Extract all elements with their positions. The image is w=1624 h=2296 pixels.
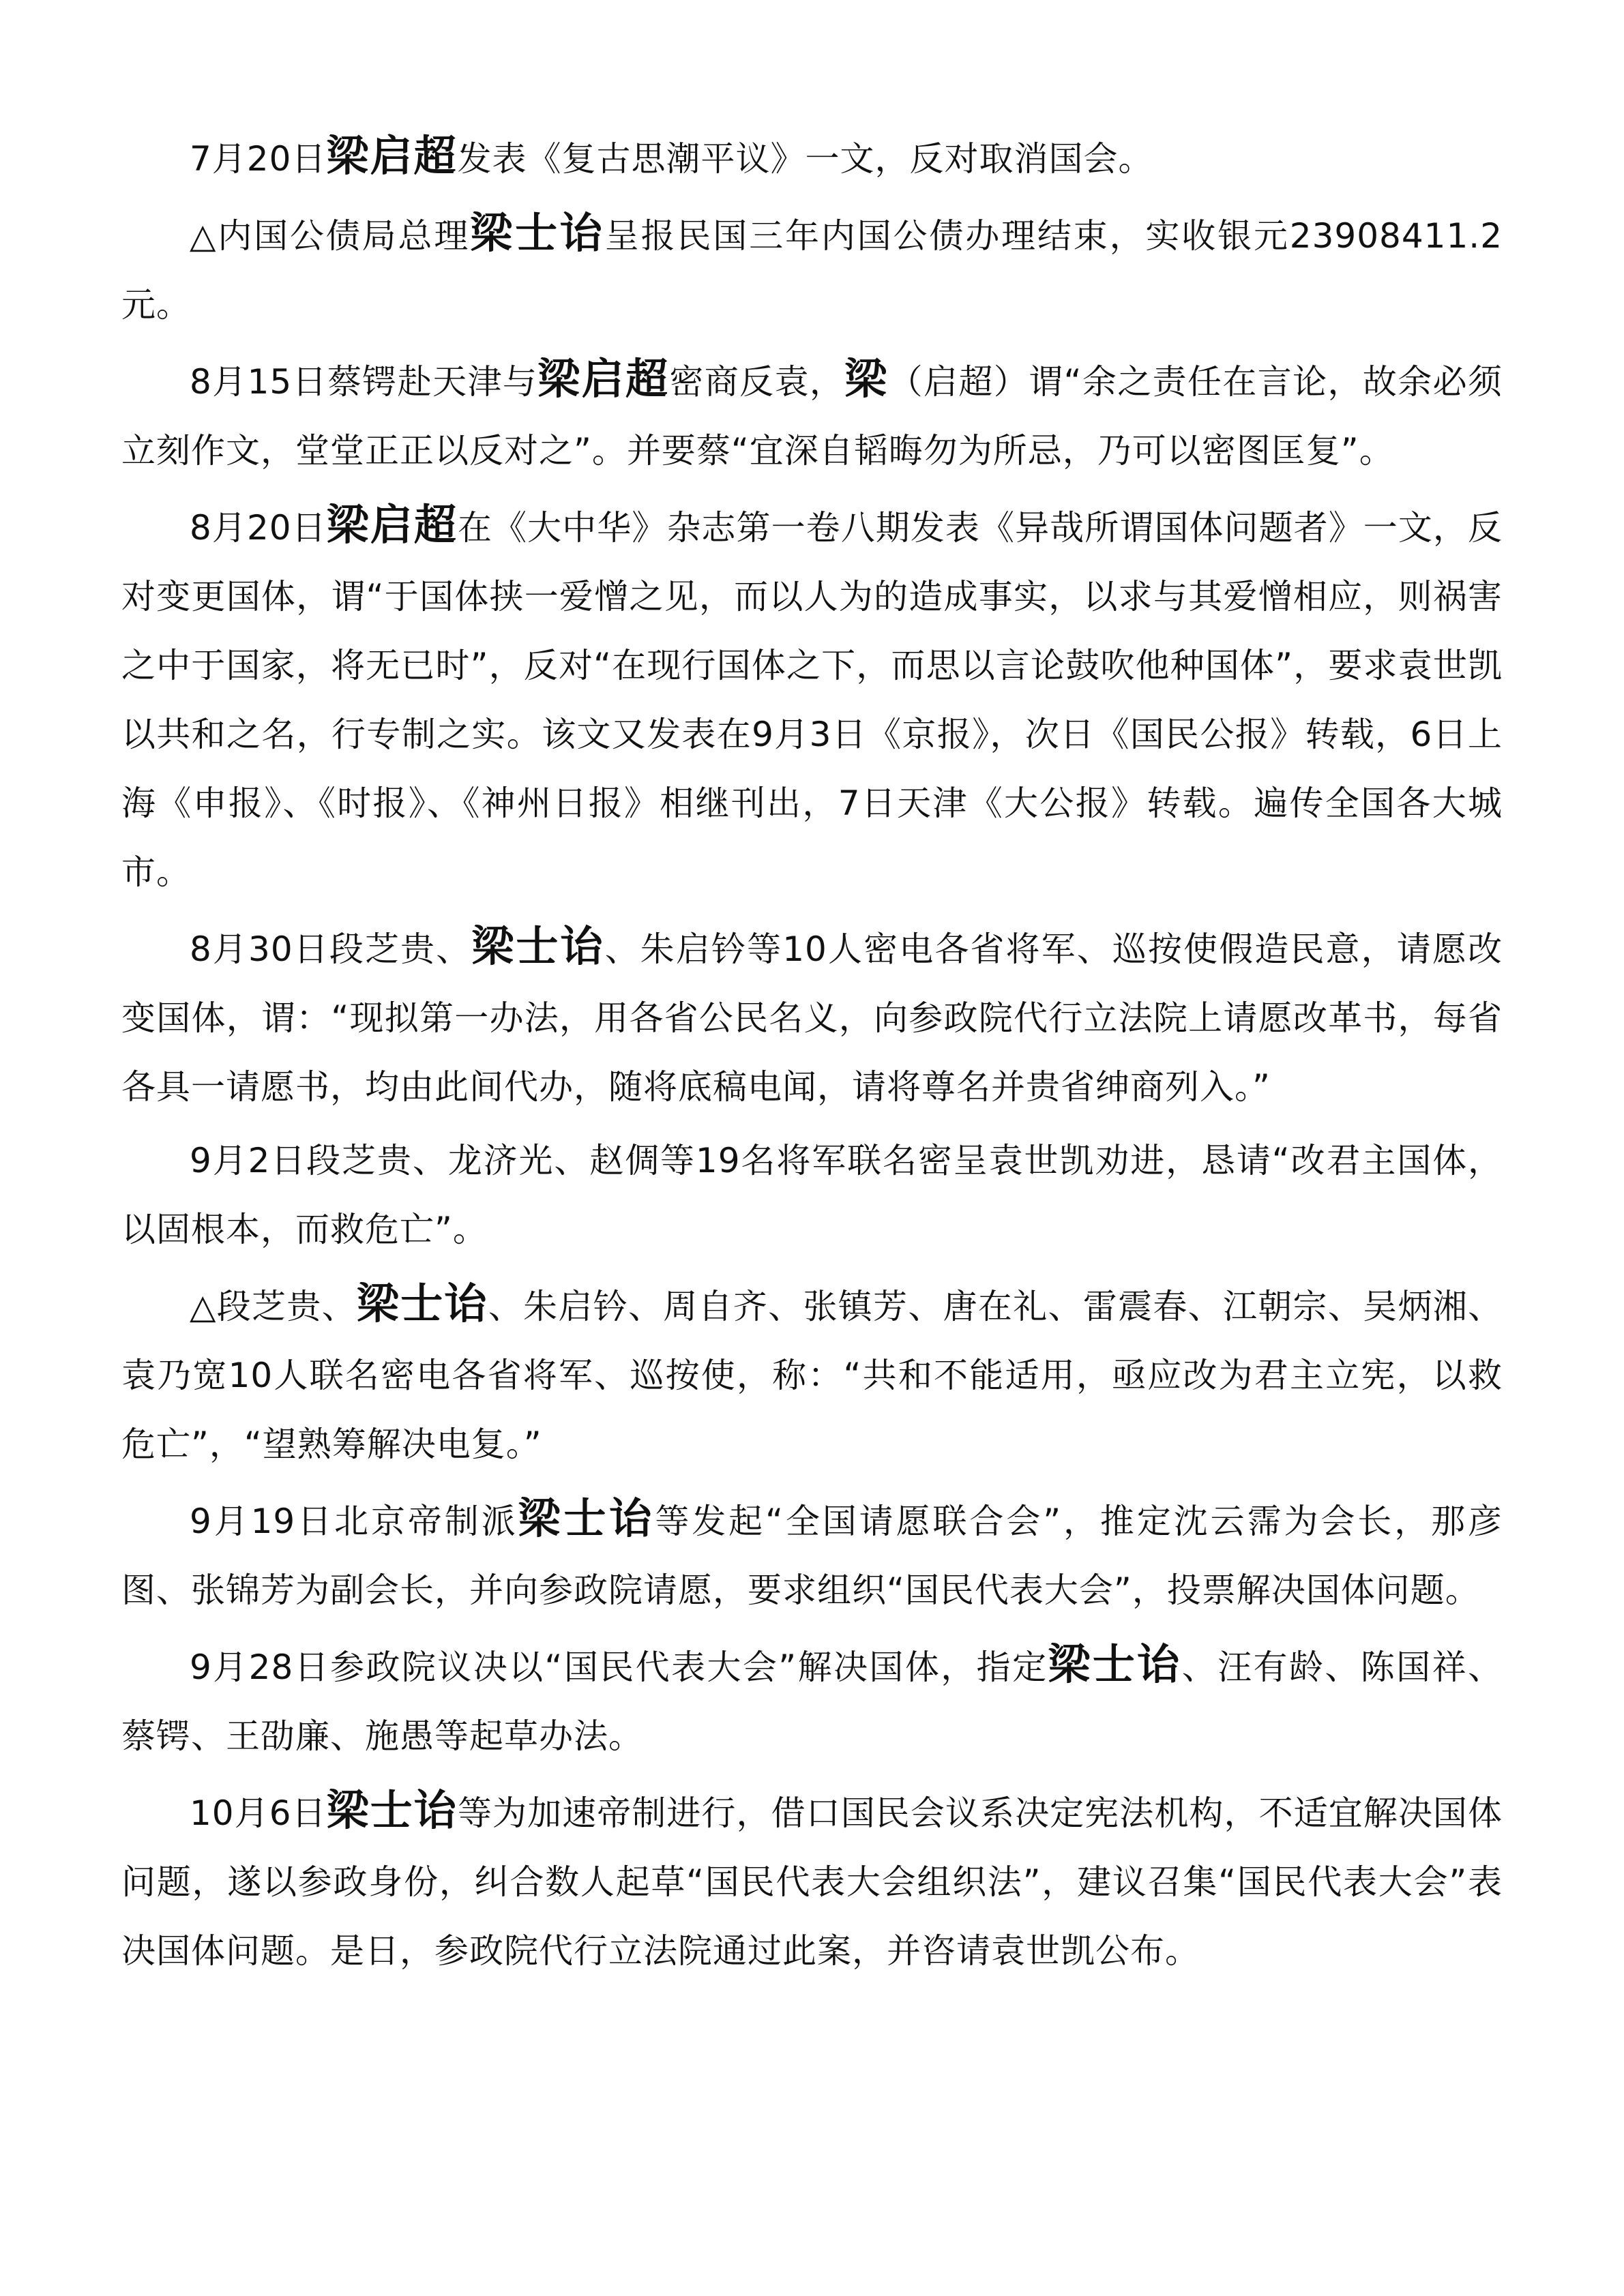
highlighted-name: 梁士诒 bbox=[1048, 1639, 1182, 1689]
text-run: 9月19日北京帝制派 bbox=[190, 1502, 518, 1541]
text-run: 、汪有龄、陈国祥、蔡锷、王劭廉、施愚等起草办法。 bbox=[121, 1648, 1503, 1756]
paragraph bbox=[121, 344, 1503, 486]
text-run: △段芝贵、 bbox=[190, 1287, 357, 1326]
paragraph bbox=[121, 912, 1503, 1122]
highlighted-name: 梁士诒 bbox=[326, 1785, 458, 1835]
paragraph bbox=[121, 121, 1503, 194]
text-run: 呈报民国三年内国公债办理结束，实收银元23908411.2元。 bbox=[121, 216, 1503, 325]
text-run: 7月20日 bbox=[190, 139, 327, 179]
highlighted-name: 梁 bbox=[844, 354, 889, 404]
paragraph bbox=[121, 490, 1503, 907]
text-run: （启超）谓“余之责任在言论，故余必须立刻作文，堂堂正正以反对之”。并要蔡“宜深自韬晦勿为所忌，乃可以密图匡复”。 bbox=[121, 362, 1503, 471]
paragraph bbox=[121, 198, 1503, 340]
document-body bbox=[121, 121, 1503, 1986]
text-run: 等为加速帝制进行，借口国民会议系决定宪法机构，不适宜解决国体问题，遂以参政身份，纠合数人起草“国民代表大会组织法”，建议召集“国民代表大会”表决国体问题。是日，参政院代行立法院通过此案，并咨请袁世凯公布。 bbox=[121, 1793, 1503, 1971]
text-run: 、朱启钤等10人密电各省将军、巡按使假造民意，请愿改变国体，谓：“现拟第一办法，用各省公民名义，向参政院代行立法院上请愿改革书，每省各具一请愿书，均由此间代办，随将底稿电闻，请将尊名并贵省绅商列入。” bbox=[121, 929, 1503, 1107]
highlighted-name: 梁启超 bbox=[537, 354, 670, 404]
text-run: 在《大中华》杂志第一卷八期发表《异哉所谓国体问题者》一文，反对变更国体，谓“于国体挟一爱憎之见，而以人为的造成事实，以求与其爱憎相应，则祸害之中于国家，将无已时”，反对“在现行国体之下，而思以言论鼓吹他种国体”，要求袁世凯以共和之名，行专制之实。该文又发表在9月3日《京报》，次日《国民公报》转载，6日上海《申报》、《时报》、《神州日报》相继刊出，7日天津《大公报》转载。遍传全国各大城市。 bbox=[121, 508, 1503, 892]
paragraph bbox=[121, 1269, 1503, 1479]
highlighted-name: 梁士诒 bbox=[471, 921, 605, 971]
text-run: △内国公债局总理 bbox=[190, 216, 471, 256]
text-run: 9月28日参政院议决以“国民代表大会”解决国体，指定 bbox=[190, 1648, 1048, 1687]
text-run: 8月20日 bbox=[190, 508, 327, 548]
highlighted-name: 梁士诒 bbox=[470, 208, 605, 258]
text-run: 密商反袁， bbox=[669, 362, 845, 402]
text-run: 、朱启钤、周自齐、张镇芳、唐在礼、雷震春、江朝宗、吴炳湘、袁乃宽10人联名密电各省将军、巡按使，称：“共和不能适用，亟应改为君主立宪，以救危亡”，“望熟筹解决电复。” bbox=[121, 1287, 1503, 1464]
text-run: 8月15日蔡锷赴天津与 bbox=[190, 362, 538, 402]
text-run: 9月2日段芝贵、龙济光、赵倜等19名将军联名密呈袁世凯劝进，恳请“改君主国体，以固根本，而救危亡”。 bbox=[121, 1141, 1503, 1249]
text-run: 发表《复古思潮平议》一文，反对取消国会。 bbox=[457, 139, 1153, 179]
paragraph bbox=[121, 1484, 1503, 1625]
text-run: 8月30日段芝贵、 bbox=[190, 929, 472, 969]
text-run: 10月6日 bbox=[190, 1793, 327, 1833]
highlighted-name: 梁士诒 bbox=[518, 1493, 655, 1543]
highlighted-name: 梁启超 bbox=[326, 131, 458, 181]
text-run: 等发起“全国请愿联合会”，推定沈云霈为会长，那彦图、张锦芳为副会长，并向参政院请愿，要求组织“国民代表大会”，投票解决国体问题。 bbox=[121, 1502, 1503, 1610]
highlighted-name: 梁启超 bbox=[326, 500, 458, 550]
paragraph bbox=[121, 1127, 1503, 1264]
paragraph bbox=[121, 1776, 1503, 1986]
highlighted-name: 梁士诒 bbox=[356, 1279, 488, 1328]
paragraph bbox=[121, 1630, 1503, 1771]
